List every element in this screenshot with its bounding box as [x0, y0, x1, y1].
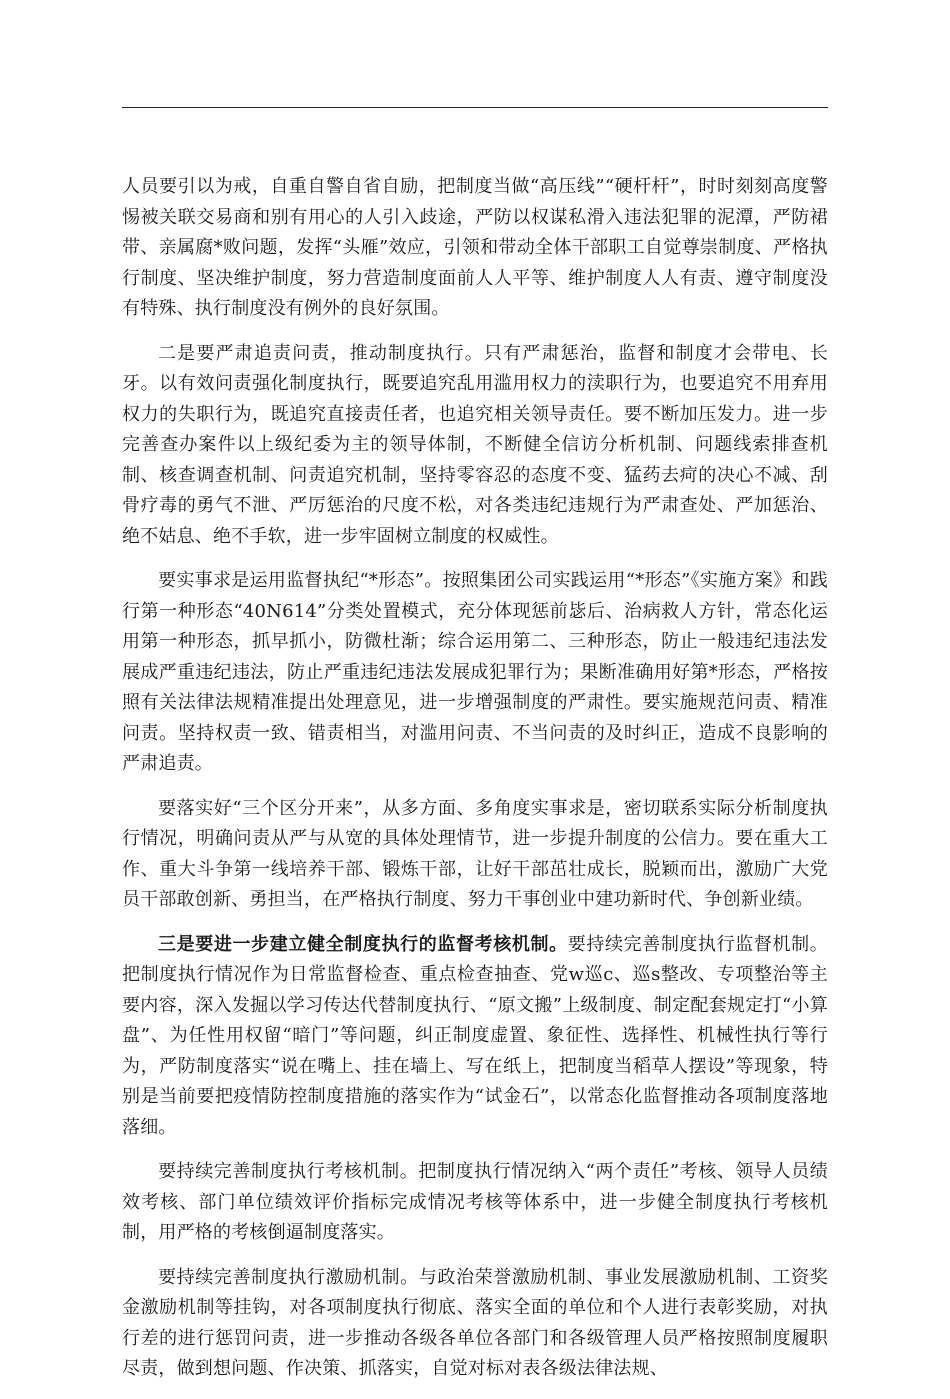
paragraph-5 [122, 930, 828, 1144]
paragraph-6 [122, 1157, 828, 1249]
section-heading: 三是要进一步建立健全制度执行的监督考核机制。 [158, 933, 568, 955]
paragraph-7 [122, 1263, 828, 1385]
paragraph-text: 要持续完善制度执行监督机制。把制度执行情况作为日常监督检查、重点检查抽查、党w巡c、巡s整改、专项整治等主要内容，深入发掘以学习传达代替制度执行、“原文搬”上级制度、制定配套规定打“小算盘”、为任性用权留“暗门”等问题，纠正制度虚置、象征性、选择性、机械性执行等行为，严防制度落实“说在嘴上、挂在墙上、写在纸上，把制度当稻草人摆设”等现象，特别是当前要把疫情防控制度措施的落实作为“试金石”，以常态化监督推动各项制度落地落细。 [122, 933, 828, 1138]
header-rule [122, 107, 828, 108]
paragraph-3 [122, 566, 828, 780]
document-body [122, 172, 828, 1399]
paragraph-text: 要持续完善制度执行激励机制。与政治荣誉激励机制、事业发展激励机制、工资奖金激励机制等挂钩，对各项制度执行彻底、落实全面的单位和个人进行表彰奖励，对执行差的进行惩罚问责，进一步推动各级各单位各部门和各级管理人员严格按照制度履职尽责，做到想问题、作决策、抓落实，自觉对标对表各级法律法规、 [122, 1266, 828, 1379]
paragraph-4 [122, 794, 828, 916]
paragraph-text: 要落实好“三个区分开来”，从多方面、多角度实事求是，密切联系实际分析制度执行情况，明确问责从严与从宽的具体处理情节，进一步提升制度的公信力。要在重大工作、重大斗争第一线培养干部、锻炼干部，让好干部茁壮成长，脱颖而出，激励广大党员干部敢创新、勇担当，在严格执行制度、努力干事创业中建功新时代、争创新业绩。 [122, 797, 828, 910]
paragraph-2 [122, 339, 828, 553]
paragraph-text: 人员要引以为戒，自重自警自省自励，把制度当做“高压线”“硬杆杆”，时时刻刻高度警惕被关联交易商和别有用心的人引入歧途，严防以权谋私滑入违法犯罪的泥潭，严防裙带、亲属腐*败问题，发挥“头雁”效应，引领和带动全体干部职工自觉尊崇制度、严格执行制度、坚决维护制度，努力营造制度面前人人平等、维护制度人人有责、遵守制度没有特殊、执行制度没有例外的良好氛围。 [122, 176, 828, 319]
paragraph-1 [122, 172, 828, 325]
paragraph-text: 要实事求是运用监督执纪“*形态”。按照集团公司实践运用“*形态”《实施方案》和践行第一种形态“40N614”分类处置模式，充分体现惩前毖后、治病救人方针，常态化运用第一种形态，抓早抓小，防微杜渐；综合运用第二、三种形态，防止一般违纪违法发展成严重违纪违法，防止严重违纪违法发展成犯罪行为；果断准确用好第*形态，严格按照有关法律法规精准提出处理意见，进一步增强制度的严肃性。要实施规范问责、精准问责。坚持权责一致、错责相当，对滥用问责、不当问责的及时纠正，造成不良影响的严肃追责。 [122, 570, 828, 774]
paragraph-text: 要持续完善制度执行考核机制。把制度执行情况纳入“两个责任”考核、领导人员绩效考核、部门单位绩效评价指标完成情况考核等体系中，进一步健全制度执行考核机制，用严格的考核倒逼制度落实。 [122, 1161, 828, 1243]
paragraph-text: 二是要严肃追责问责，推动制度执行。只有严肃惩治，监督和制度才会带电、长牙。以有效问责强化制度执行，既要追究乱用滥用权力的渎职行为，也要追究不用弃用权力的失职行为，既追究直接责任者，也追究相关领导责任。要不断加压发力。进一步完善查办案件以上级纪委为主的领导体制，不断健全信访分析机制、问题线索排查机制、核查调查机制、问责追究机制，坚持零容忍的态度不变、猛药去疴的决心不减、刮骨疗毒的勇气不泄、严厉惩治的尺度不松，对各类违纪违规行为严肃查处、严加惩治、绝不姑息、绝不手软，进一步牢固树立制度的权威性。 [122, 342, 828, 547]
